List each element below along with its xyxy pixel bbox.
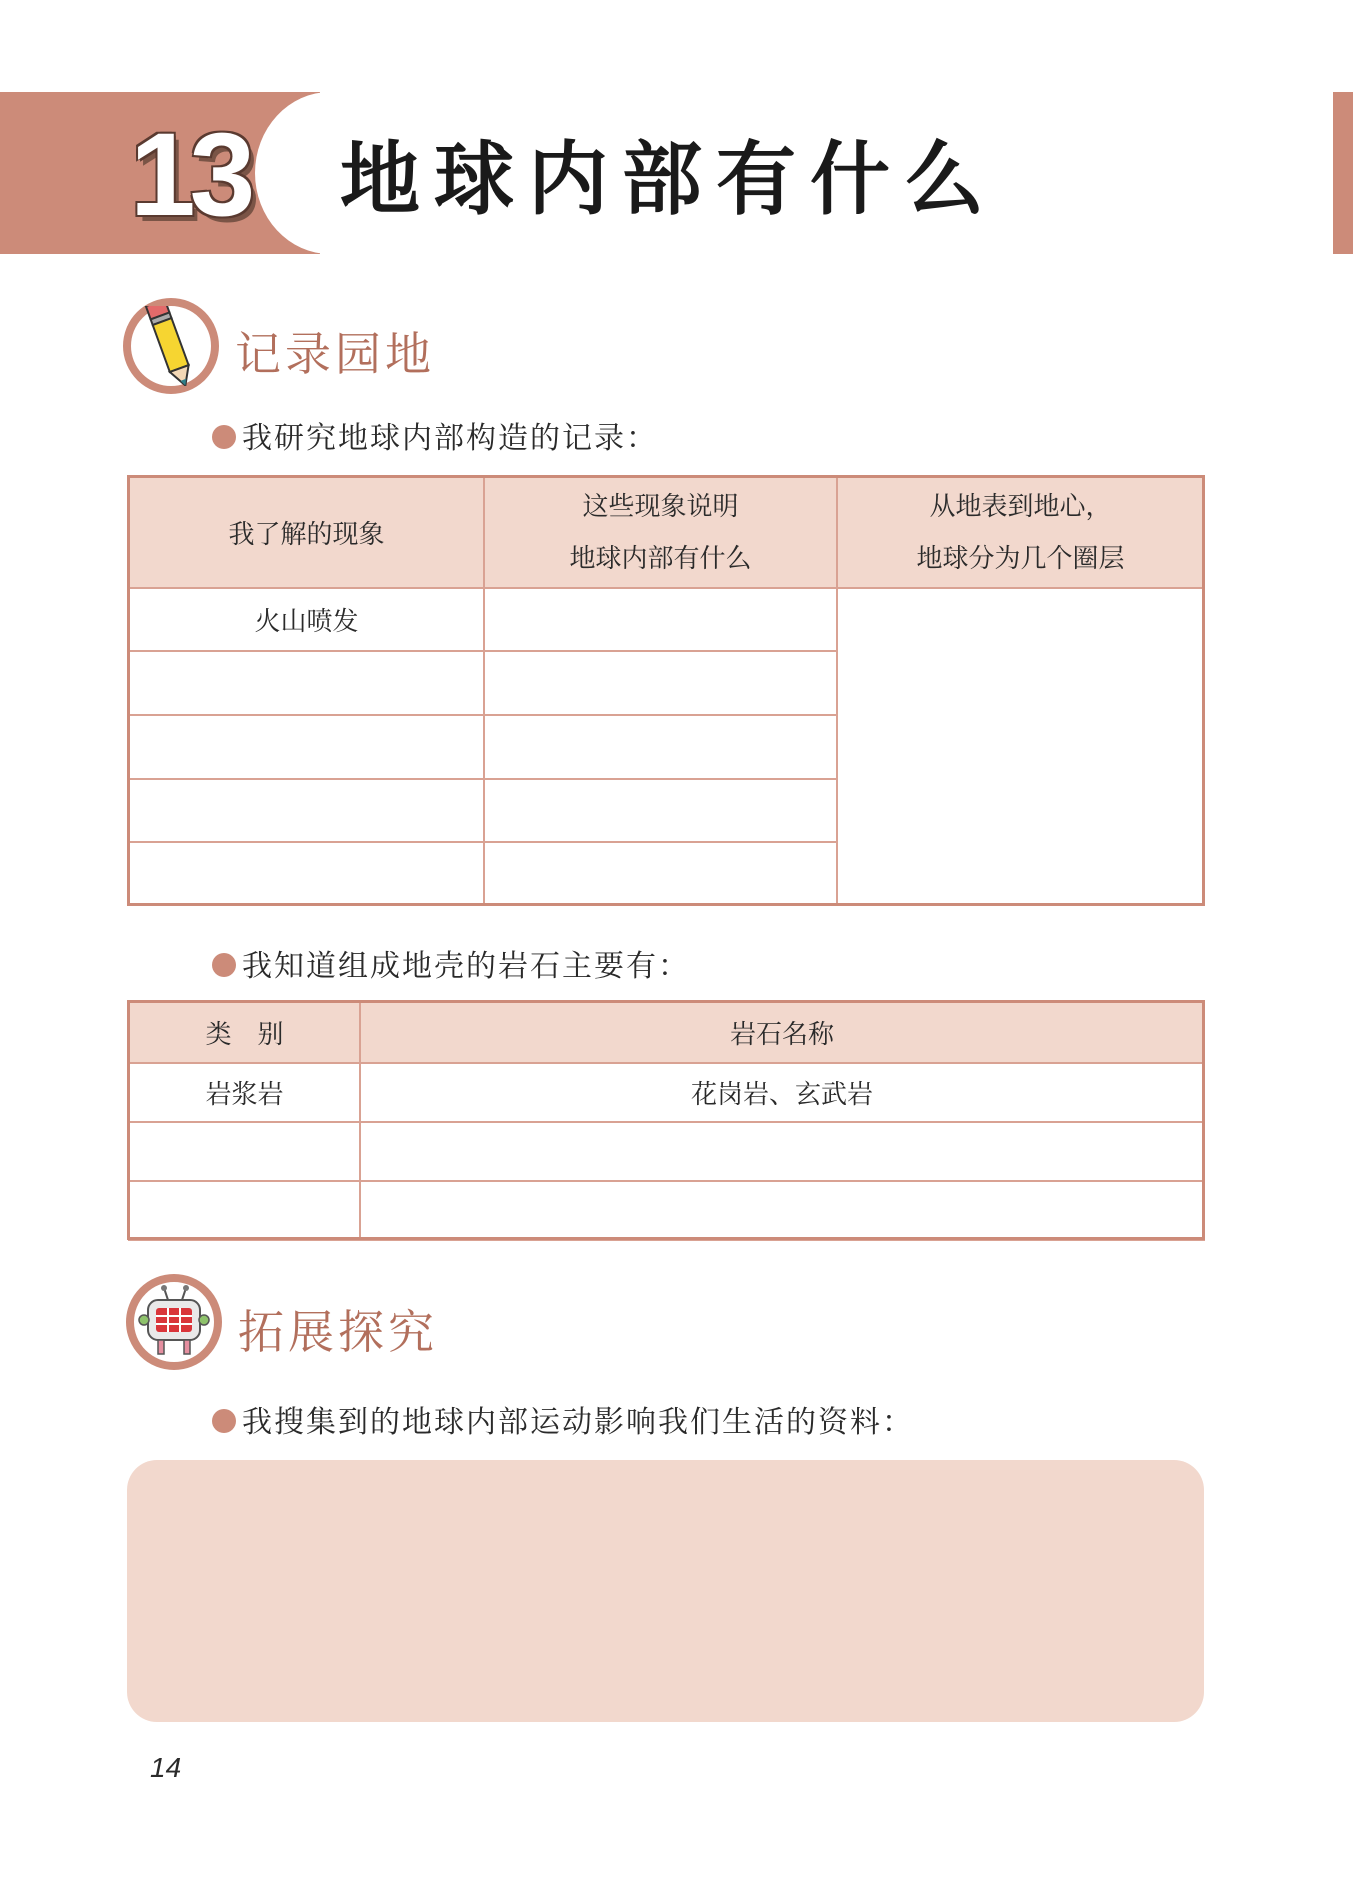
prompt-text: 我知道组成地壳的岩石主要有：	[242, 949, 690, 984]
table2-cell-names[interactable]	[360, 1181, 1204, 1240]
table2-cell-category[interactable]	[129, 1181, 360, 1240]
section-title-extend: 拓展探究	[238, 1305, 438, 1359]
table2-cell-category[interactable]: 岩浆岩	[129, 1063, 360, 1122]
bullet-dot-icon	[212, 1409, 236, 1433]
table1-cell-phenomenon[interactable]	[129, 779, 484, 842]
table1-cell-meaning[interactable]	[484, 715, 837, 779]
table1-cell-phenomenon[interactable]	[129, 715, 484, 779]
page-edge-tab	[1333, 92, 1353, 254]
prompt-text: 我研究地球内部构造的记录：	[242, 421, 658, 456]
header-line: 这些现象说明	[582, 491, 739, 522]
table1-header-meaning	[484, 477, 837, 588]
bullet-dot-icon	[212, 953, 236, 977]
prompt-structure-record	[212, 413, 658, 457]
table1-cell-meaning[interactable]	[484, 651, 837, 715]
table1-header-layers	[837, 477, 1204, 588]
page-title: 地球内部有什么	[340, 133, 998, 226]
pencil-icon	[123, 298, 219, 394]
research-notes-box[interactable]	[127, 1460, 1204, 1722]
table2-cell-category[interactable]	[129, 1122, 360, 1181]
robot-icon	[126, 1274, 222, 1370]
table1-cell-phenomenon[interactable]: 火山喷发	[129, 588, 484, 651]
header-line: 地球内部有什么	[569, 543, 752, 574]
table2-header-names: 岩石名称	[360, 1002, 1204, 1063]
prompt-rocks	[212, 941, 690, 985]
table1-cell-meaning[interactable]	[484, 842, 837, 905]
table1-cell-phenomenon[interactable]	[129, 651, 484, 715]
rock-types-table	[128, 1001, 1205, 1241]
table1-cell-phenomenon[interactable]	[129, 842, 484, 905]
header-line: 从地表到地心，	[929, 491, 1112, 522]
bullet-dot-icon	[212, 425, 236, 449]
table1-cell-meaning[interactable]	[484, 779, 837, 842]
table2-cell-names[interactable]	[360, 1122, 1204, 1181]
structure-record-table	[128, 476, 1205, 906]
table1-cell-meaning[interactable]	[484, 588, 837, 651]
header-line: 地球分为几个圈层	[916, 543, 1125, 574]
table1-header-phenomenon: 我了解的现象	[129, 477, 484, 588]
table1-cell-layers[interactable]	[837, 588, 1204, 905]
table2-cell-names[interactable]: 花岗岩、玄武岩	[360, 1063, 1204, 1122]
chapter-number: 13	[130, 109, 250, 241]
page-number: 14	[150, 1752, 182, 1783]
prompt-research	[212, 1397, 914, 1441]
prompt-text: 我搜集到的地球内部运动影响我们生活的资料：	[242, 1405, 914, 1440]
table2-header-category: 类 别	[129, 1002, 360, 1063]
section-title-record: 记录园地	[235, 327, 435, 381]
